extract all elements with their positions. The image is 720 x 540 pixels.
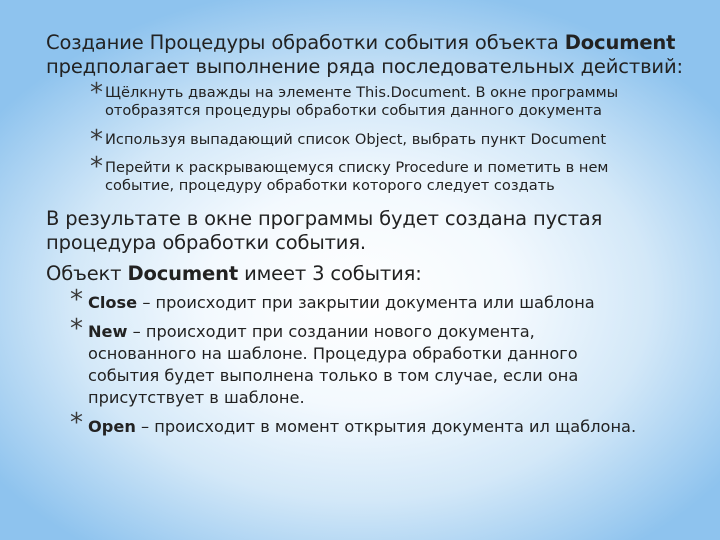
event-open xyxy=(88,416,636,437)
event-name: New xyxy=(88,322,128,341)
step-3-line-2: событие, процедуру обработки которого следует создать xyxy=(105,177,555,194)
result-line-2: процедура обработки события. xyxy=(46,231,366,254)
document-keyword: Document xyxy=(127,262,239,285)
event-name: Close xyxy=(88,293,138,312)
event-new-cont-2: события будет выполнена только в том случае, если она xyxy=(88,366,579,385)
event-desc: – происходит в момент открытия документа ил щаблона. xyxy=(135,417,637,436)
event-desc: – происходит при создании нового документа, xyxy=(127,322,535,341)
result-line-1: В результате в окне программы будет создана пустая xyxy=(46,207,603,230)
thisdocument-keyword: This.Document. xyxy=(356,84,471,101)
intro-line-1 xyxy=(46,31,675,55)
event-desc: – происходит при закрытии документа или шаблона xyxy=(137,293,595,312)
bullet-icon: * xyxy=(90,78,103,108)
intro-text: Создание Процедуры обработки события объекта xyxy=(46,31,565,54)
bullet-icon: * xyxy=(90,125,103,155)
event-name: Open xyxy=(88,417,136,436)
events-heading xyxy=(46,262,422,286)
step-1-line-2: отобразятся процедуры обработки события данного документа xyxy=(105,102,602,119)
event-new-cont-1: основанного на шаблоне. Процедура обработки данного xyxy=(88,344,578,363)
bullet-icon: * xyxy=(90,152,103,182)
events-heading-text-end: имеет 3 события: xyxy=(238,262,422,285)
event-close xyxy=(88,292,595,313)
intro-line-2: предполагает выполнение ряда последовательных действий: xyxy=(46,55,683,78)
bullet-icon: * xyxy=(70,314,83,344)
step-1-text-end: В окне программы xyxy=(470,84,619,101)
step-3-line-1: Перейти к раскрывающемуся списку Procedure и пометить в нем xyxy=(105,159,609,176)
events-heading-text: Объект xyxy=(46,262,128,285)
bullet-icon: * xyxy=(70,285,83,315)
step-1-text: Щёлкнуть дважды на элементе xyxy=(105,84,357,101)
event-new-cont-3: присутствует в шаблоне. xyxy=(88,388,305,407)
step-2-line-1: Используя выпадающий список Object, выбрать пункт Document xyxy=(105,131,607,148)
event-new xyxy=(88,321,535,342)
step-1-line-1 xyxy=(105,84,618,102)
bullet-icon: * xyxy=(70,408,83,438)
document-keyword: Document xyxy=(564,31,676,54)
